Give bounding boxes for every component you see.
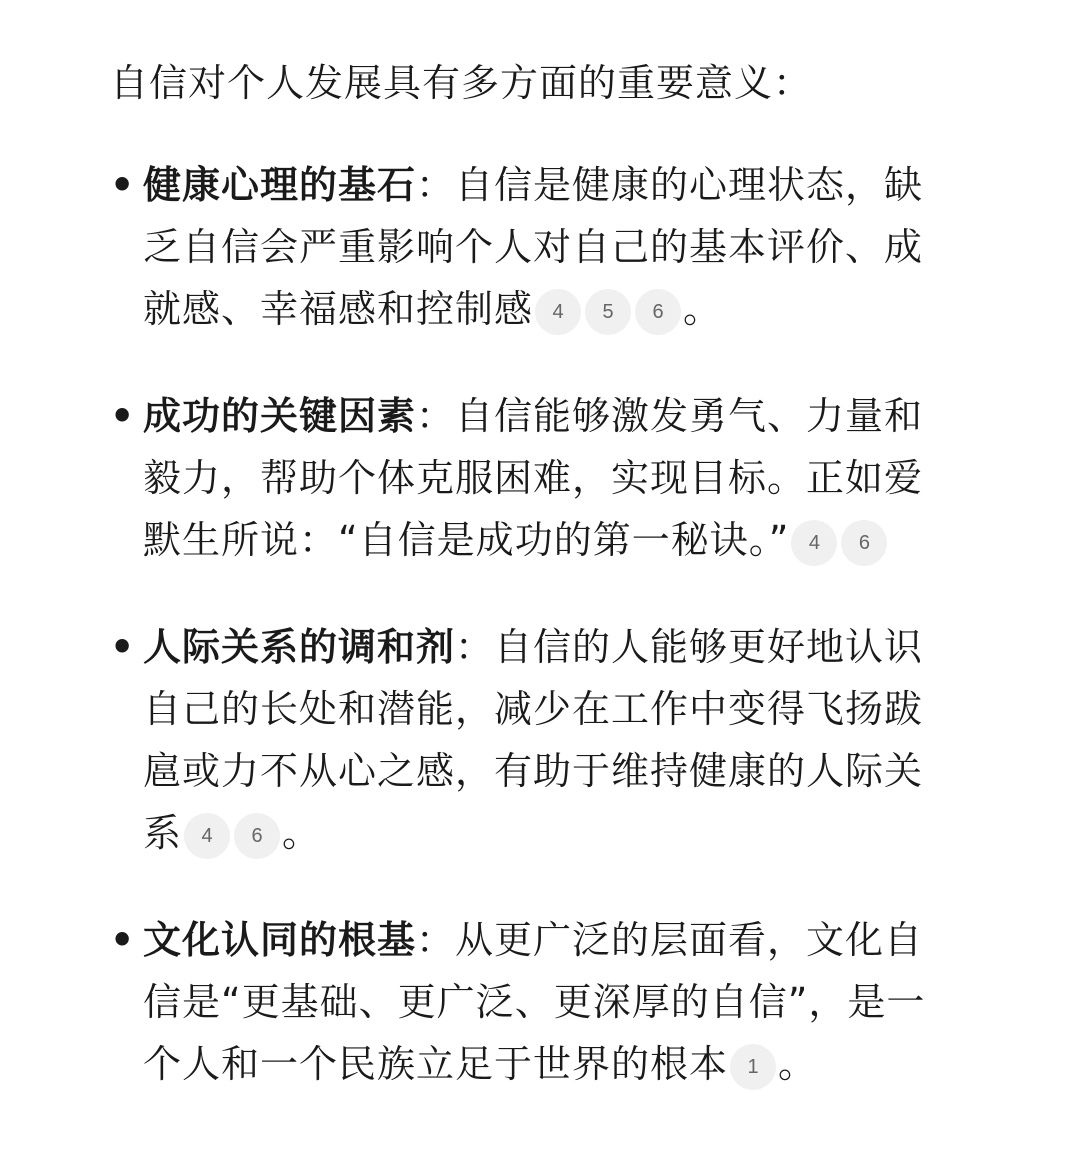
list-item	[110, 154, 958, 340]
point-separator: ：	[455, 625, 495, 669]
point-text: 自信的人能够更好地认识自己的长处和潜能，减少在工作中变得飞扬跋扈或力不从心之感，有助于维持健康的人际关系	[143, 625, 924, 855]
points-list	[110, 154, 1080, 1095]
list-item	[110, 616, 958, 864]
citation-badge[interactable]: 4	[791, 520, 837, 566]
point-end: 。	[683, 287, 723, 331]
citation-badge[interactable]: 6	[841, 520, 887, 566]
point-term: 健康心理的基石	[143, 163, 417, 207]
list-item	[110, 385, 958, 571]
point-term: 文化认同的根基	[143, 918, 417, 962]
point-separator: ：	[416, 163, 456, 207]
citation-badge[interactable]: 6	[635, 289, 681, 335]
point-term: 人际关系的调和剂	[143, 625, 456, 669]
citation-badge[interactable]: 4	[184, 813, 230, 859]
citation-badge[interactable]: 1	[730, 1044, 776, 1090]
citation-badge[interactable]: 6	[234, 813, 280, 859]
point-separator: ：	[416, 918, 456, 962]
bullet-icon: •	[110, 163, 136, 207]
point-text: 自信能够激发勇气、力量和毅力，帮助个体克服困难，实现目标。正如爱默生所说：“自信是成功的第一秘诀。”	[143, 394, 924, 562]
citation-badge[interactable]: 5	[585, 289, 631, 335]
bullet-icon: •	[110, 394, 136, 438]
point-end: 。	[778, 1042, 818, 1086]
bullet-icon: •	[110, 625, 136, 669]
bullet-icon: •	[110, 918, 136, 962]
citation-badge[interactable]: 4	[535, 289, 581, 335]
list-item	[110, 909, 958, 1095]
point-separator: ：	[416, 394, 456, 438]
intro-text: 自信对个人发展具有多方面的重要意义：	[110, 61, 813, 105]
point-end: 。	[282, 811, 322, 855]
point-term: 成功的关键因素	[143, 394, 417, 438]
point-text: 自信是健康的心理状态，缺乏自信会严重影响个人对自己的基本评价、成就感、幸福感和控制感	[143, 163, 924, 331]
point-text: 从更广泛的层面看，文化自信是“更基础、更广泛、更深厚的自信”，是一个人和一个民族立足于世界的根本	[143, 918, 926, 1086]
